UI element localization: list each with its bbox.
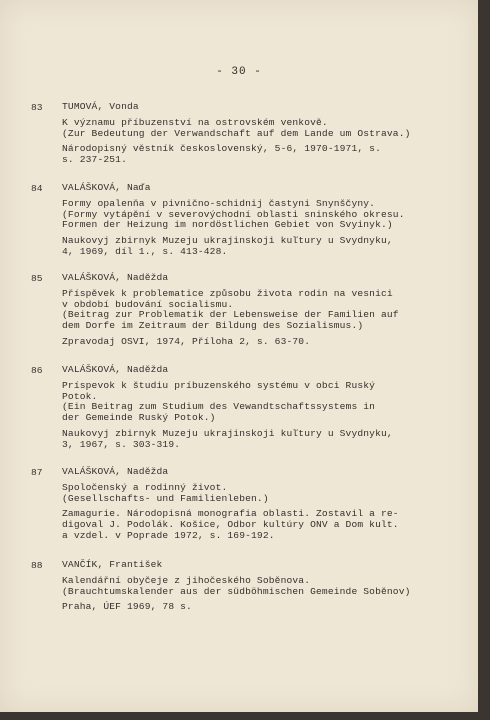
entry-body bbox=[62, 183, 472, 258]
entry-title-line: (Ein Beitrag zum Studium des Vewandtschaftssystems in bbox=[62, 401, 376, 413]
entry-source-line: Naukovyj zbirnyk Muzeju ukrajinskoji kuľtury u Svydnyku, bbox=[62, 427, 393, 439]
entry-author: VALÁŠKOVÁ, Naděžda bbox=[62, 272, 169, 283]
entry-source-line: Naukovyj zbirnyk Muzeju ukrajinskoji kuľtury u Svydnyku, bbox=[62, 235, 393, 247]
entry-title-line: Příspěvek k problematice způsobu života rodin na vesnici bbox=[62, 287, 393, 299]
entry-title-line: Formen der Heizung im nordöstlichen Gebiet von Svyinyk.) bbox=[62, 219, 393, 231]
entry-source-line: 4, 1969, díl 1., s. 413-428. bbox=[62, 245, 228, 257]
entry-source-line: 3, 1967, s. 303-319. bbox=[62, 438, 181, 450]
entry-title-line: der Gemeinde Ruský Potok.) bbox=[62, 412, 216, 424]
entry-body bbox=[62, 102, 472, 166]
entry-author: VALÁŠKOVÁ, Naděžda bbox=[62, 364, 169, 375]
entry-title-line: (Brauchtumskalender aus der südböhmischen Gemeinde Soběnov) bbox=[62, 585, 411, 597]
entry-title-line: K významu příbuzenství na ostrovském venkově. bbox=[62, 116, 328, 128]
entry-source-line: a vzdel. v Poprade 1972, s. 169-192. bbox=[62, 529, 275, 541]
entry-title-line: (Beitrag zur Problematik der Lebensweise der Familien auf bbox=[62, 309, 399, 321]
entry-title-line: v období budování socialismu. bbox=[62, 298, 234, 310]
entry-source-line: Národopisný věstník československý, 5-6, 1970-1971, s. bbox=[62, 143, 381, 155]
entry-source-line: Praha, ÚEF 1969, 78 s. bbox=[62, 601, 192, 613]
entry-number: 87 bbox=[31, 467, 43, 478]
entry-number: 86 bbox=[31, 365, 43, 376]
entry-title-line: Potok. bbox=[62, 390, 98, 402]
entry-title-line: Formy opalenňa v pivnično-schidnij častyni Snynščyny. bbox=[62, 197, 376, 209]
entry-title-line: (Formy vytápění v severovýchodní oblasti sninského okresu. bbox=[62, 208, 405, 220]
entry-number: 84 bbox=[31, 183, 43, 194]
entry-body bbox=[62, 560, 472, 613]
entry-author: TUMOVÁ, Vonda bbox=[62, 101, 139, 112]
entry-body bbox=[62, 467, 472, 542]
entry-source-line: Zpravodaj OSVI, 1974, Příloha 2, s. 63-70. bbox=[62, 335, 311, 347]
entry-title-line: dem Dorfe im Zeitraum der Bildung des Sozialismus.) bbox=[62, 320, 364, 332]
entry-number: 85 bbox=[31, 273, 43, 284]
entry-author: VALÁŠKOVÁ, Naďa bbox=[62, 182, 151, 193]
entry-title-line: (Gesellschafts- und Familienleben.) bbox=[62, 492, 269, 504]
entry-author: VANČÍK, František bbox=[62, 559, 163, 570]
entry-title-line: Spoločenský a rodinný život. bbox=[62, 481, 228, 493]
entry-number: 88 bbox=[31, 560, 43, 571]
entry-source-line: digoval J. Podolák. Košice, Odbor kultúry ONV a Dom kult. bbox=[62, 519, 399, 531]
entry-number: 83 bbox=[31, 102, 43, 113]
entry-source-line: s. 237-251. bbox=[62, 154, 127, 166]
entry-title-line: (Zur Bedeutung der Verwandschaft auf dem Lande um Ostrava.) bbox=[62, 127, 411, 139]
page-number: - 30 - bbox=[216, 66, 262, 78]
entry-source-line: Zamagurie. Národopisná monografia oblasti. Zostavil a re- bbox=[62, 508, 399, 520]
entry-title-line: Kalendářní obyčeje z jihočeského Soběnova. bbox=[62, 574, 311, 586]
entry-author: VALÁŠKOVÁ, Naděžda bbox=[62, 466, 169, 477]
entry-body bbox=[62, 365, 472, 451]
entry-title-line: Príspevok k študiu príbuzenského systému v obci Ruský bbox=[62, 379, 376, 391]
entry-body bbox=[62, 273, 472, 348]
